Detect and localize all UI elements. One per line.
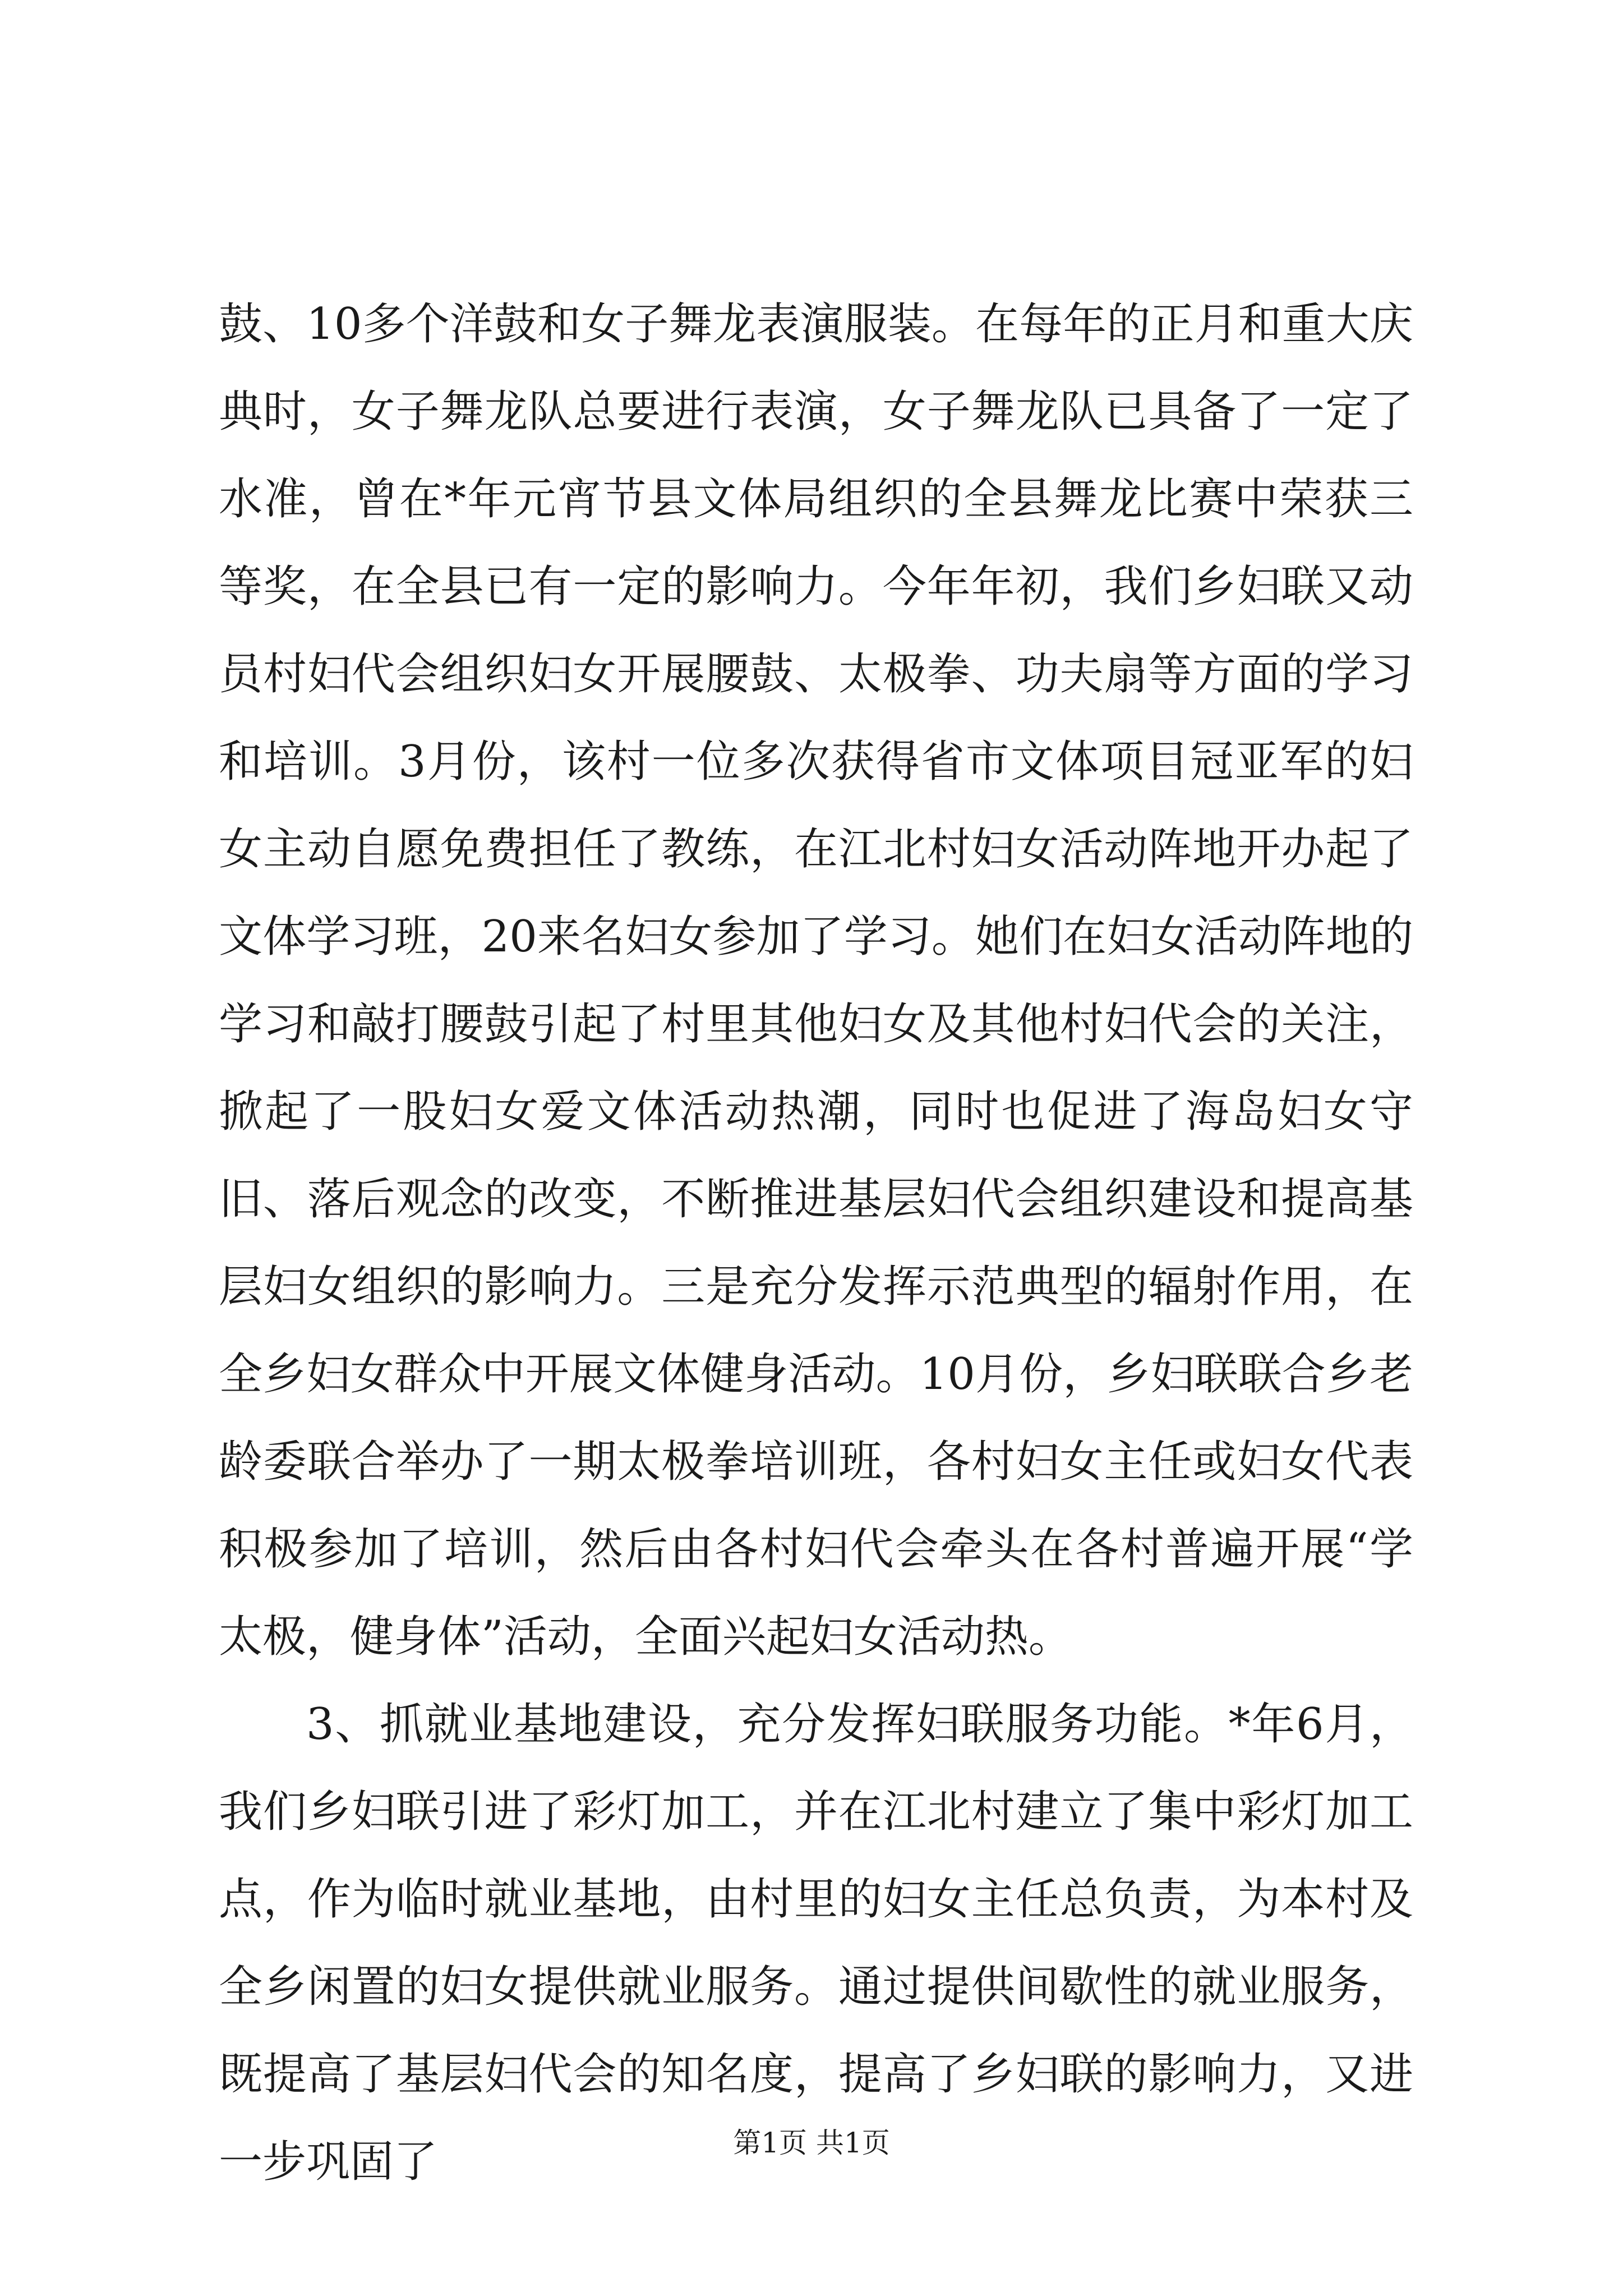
page-footer: 第1页 共1页 — [733, 2127, 890, 2159]
paragraph-2: 3、抓就业基地建设，充分发挥妇联服务功能。*年6月，我们乡妇联引进了彩灯加工，并在江北村建立了集中彩灯加工点，作为临时就业基地，由村里的妇女主任总负责，为本村及全乡闲置的妇女提供就业服务。通过提供间歇性的就业服务，既提高了基层妇代会的知名度，提高了乡妇联的影响力，又进一步巩固了 — [219, 1699, 1413, 2187]
paragraph-1: 鼓、10多个洋鼓和女子舞龙表演服装。在每年的正月和重大庆典时，女子舞龙队总要进行表演，女子舞龙队已具备了一定了水准，曾在*年元宵节县文体局组织的全县舞龙比赛中荣获三等奖，在全县已有一定的影响力。今年年初，我们乡妇联又动员村妇代会组织妇女开展腰鼓、太极拳、功夫扇等方面的学习和培训。3月份，该村一位多次获得省市文体项目冠亚军的妇女主动自愿免费担任了教练，在江北村妇女活动阵地开办起了文体学习班，20来名妇女参加了学习。她们在妇女活动阵地的学习和敲打腰鼓引起了村里其他妇女及其他村妇代会的关注，掀起了一股妇女爱文体活动热潮，同时也促进了海岛妇女守旧、落后观念的改变，不断推进基层妇代会组织建设和提高基层妇女组织的影响力。三是充分发挥示范典型的辐射作用，在全乡妇女群众中开展文体健身活动。10月份，乡妇联联合乡老龄委联合举办了一期太极拳培训班，各村妇女主任或妇女代表积极参加了培训，然后由各村妇代会牵头在各村普遍开展“学太极，健身体”活动，全面兴起妇女活动热。 — [219, 299, 1413, 1662]
document-body — [219, 280, 1413, 2206]
